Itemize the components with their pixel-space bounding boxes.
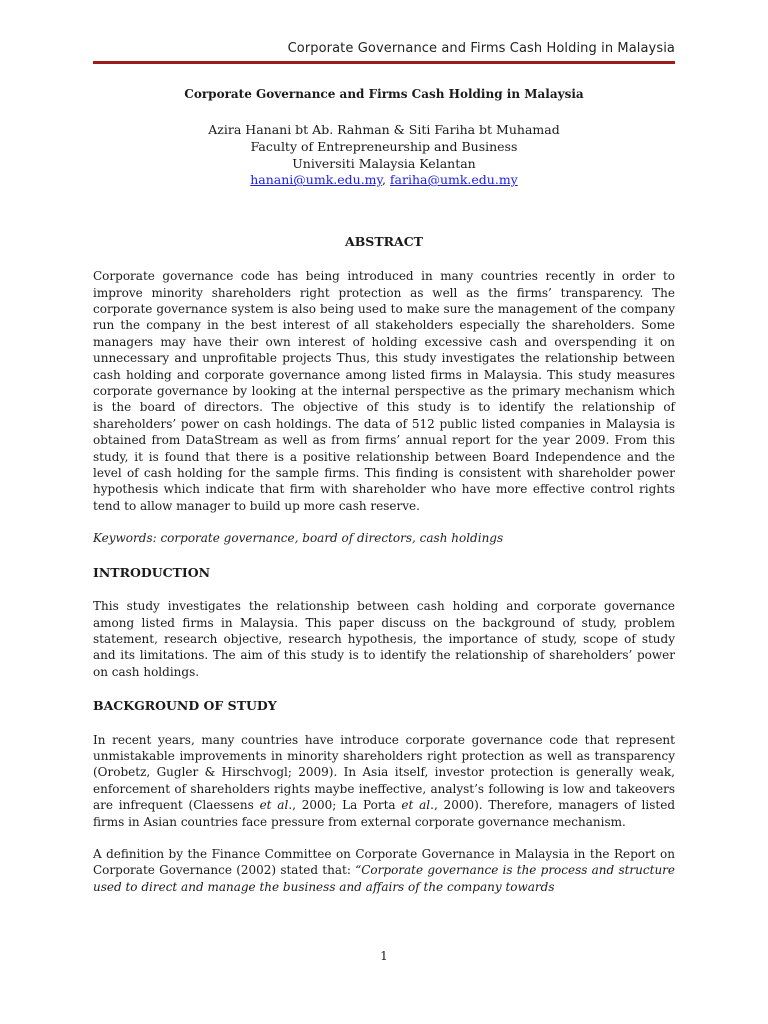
author-block [93,122,675,188]
header-rule [93,61,675,64]
abstract-text: Corporate governance code has being introduced in many countries recently in order to improve minority shareholders right protection as well as the firms’ transparency. The corporate governance system is also being used to make sure the management of the company run the company in the best interest of all stakeholders especially the shareholders. Some managers may have their own interest of holding excessive cash and overspending it on unnecessary and unprofitable projects Thus, this study investigates the relationship between cash holding and corporate governance among listed firms in Malaysia. This study measures corporate governance by looking at the internal perspective as the primary mechanism which is the board of directors. The objective of this study is to identify the relationship of shareholders’ power on cash holdings. The data of 512 public listed companies in Malaysia is obtained from DataStream as well as from firms’ annual report for the year 2009. From this study, it is found that there is a positive relationship between Board Independence and the level of cash holding for the sample firms. This finding is consistent with shareholder power hypothesis which indicate that firm with shareholder who have more effective control rights tend to allow manager to build up more cash reserve. [93,269,675,513]
page-content [93,86,675,895]
introduction-text: This study investigates the relationship between cash holding and corporate governance among listed firms in Malaysia. This paper discuss on the background of study, problem statement, research objective, research hypothesis, the importance of study, scope of study and its limitations. The aim of this study is to identify the relationship of shareholders’ power on cash holdings. [93,599,675,679]
email-separator: , [381,172,390,188]
affiliation-university: Universiti Malaysia Kelantan [292,155,476,171]
email-line [93,172,675,189]
page-number: 1 [380,949,388,963]
abstract-heading: ABSTRACT [345,233,423,249]
running-header: Corporate Governance and Firms Cash Holding in Malaysia [287,41,675,56]
affiliation-faculty: Faculty of Entrepreneurship and Business [250,139,518,154]
email-link-fariha[interactable]: fariha@umk.edu.my [389,172,518,188]
background-paragraph-2: A definition by the Finance Committee on Corporate Governance in Malaysia in the Report on Corporate Governance (2002) stated that: “Corporate governance is the process and structure used to direct and manage the business and affairs of the company towards [93,846,676,894]
author-names: Azira Hanani bt Ab. Rahman & Siti Fariha bt Muhamad [208,122,560,138]
keywords: Keywords: corporate governance, board of directors, cash holdings [93,531,504,546]
paper-title: Corporate Governance and Firms Cash Holding in Malaysia [184,87,584,101]
email-link-hanani[interactable]: hanani@umk.edu.my [250,172,382,188]
background-paragraph-1: In recent years, many countries have introduce corporate governance code that represent unmistakable improvements in minority shareholders right protection as well as transparency (Orobetz, Gugler & Hirschvogl; 2009). In Asia itself, investor protection is generally weak, enforcement of shareholders rights maybe ineffective, analyst’s following is low and takeovers are infrequent (Claessens et al., 2000; La Porta et al., 2000). Therefore, managers of listed firms in Asian countries face pressure from external corporate governance mechanism. [93,732,676,829]
background-heading: BACKGROUND OF STUDY [93,698,277,714]
introduction-heading: INTRODUCTION [93,564,211,580]
